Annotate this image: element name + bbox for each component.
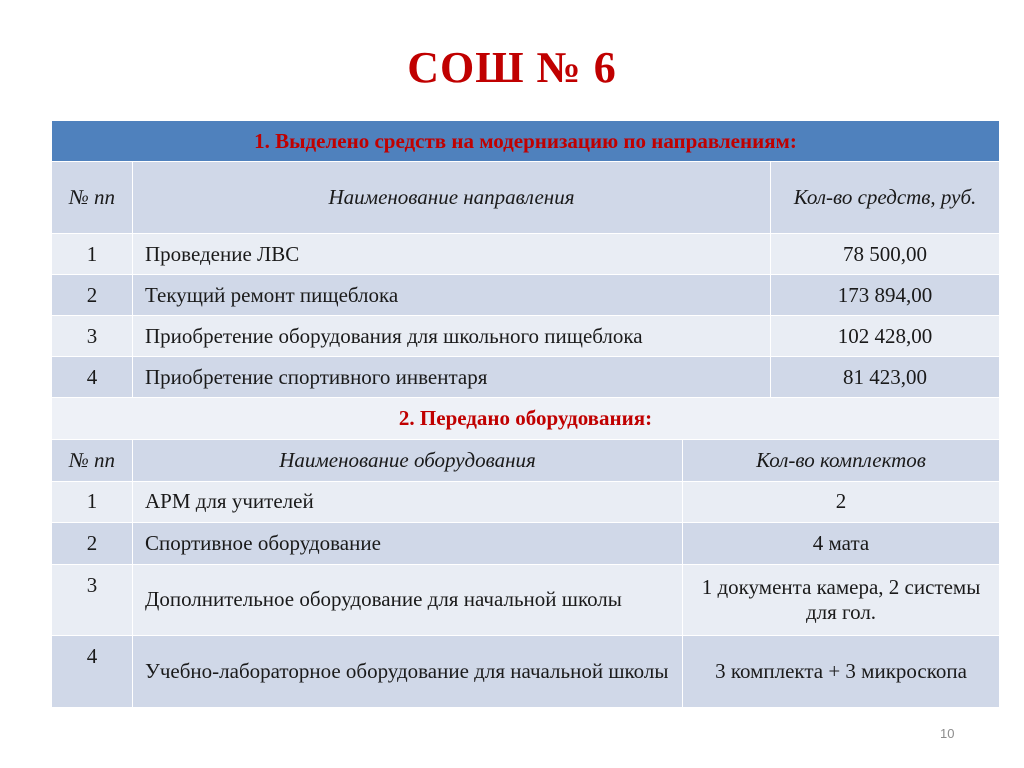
table-row	[52, 635, 1000, 707]
row-name: АРМ для учителей	[133, 481, 683, 522]
table-row	[52, 522, 1000, 564]
row-amount: 81 423,00	[771, 357, 1000, 398]
row-name: Спортивное оборудование	[133, 522, 683, 564]
row-number: 2	[52, 522, 133, 564]
row-name: Приобретение спортивного инвентаря	[133, 357, 771, 398]
col-header-number: № пп	[52, 440, 133, 481]
section1-heading-row	[52, 121, 1000, 162]
table-row	[52, 234, 1000, 275]
table-row	[52, 564, 1000, 635]
data-table	[51, 120, 1000, 708]
row-number: 4	[52, 635, 133, 707]
row-number: 3	[52, 316, 133, 357]
row-amount: 173 894,00	[771, 275, 1000, 316]
section1-heading: 1. Выделено средств на модернизацию по направлениям:	[52, 121, 1000, 162]
section2-header-row	[52, 440, 1000, 481]
col-header-quantity: Кол-во комплектов	[683, 440, 1000, 481]
section2-heading: 2. Передано оборудования:	[52, 398, 1000, 440]
row-quantity: 2	[683, 481, 1000, 522]
row-number: 2	[52, 275, 133, 316]
row-quantity: 3 комплекта + 3 микроскопа	[683, 635, 1000, 707]
table-row	[52, 357, 1000, 398]
col-header-direction: Наименование направления	[133, 162, 771, 234]
section1-header-row	[52, 162, 1000, 234]
col-header-number: № пп	[52, 162, 133, 234]
row-name: Дополнительное оборудование для начальной школы	[133, 564, 683, 635]
row-number: 3	[52, 564, 133, 635]
row-amount: 102 428,00	[771, 316, 1000, 357]
row-name: Учебно-лабораторное оборудование для начальной школы	[133, 635, 683, 707]
row-number: 1	[52, 234, 133, 275]
section2-heading-row	[52, 398, 1000, 440]
table-row	[52, 316, 1000, 357]
row-name: Текущий ремонт пищеблока	[133, 275, 771, 316]
row-quantity: 1 документа камера, 2 системы для гол.	[683, 564, 1000, 635]
page-number: 10	[940, 726, 955, 741]
row-name: Приобретение оборудования для школьного пищеблока	[133, 316, 771, 357]
row-amount: 78 500,00	[771, 234, 1000, 275]
row-name: Проведение ЛВС	[133, 234, 771, 275]
col-header-amount: Кол-во средств, руб.	[771, 162, 1000, 234]
slide-title: СОШ № 6	[407, 43, 617, 92]
col-header-equipment: Наименование оборудования	[133, 440, 683, 481]
row-number: 1	[52, 481, 133, 522]
row-quantity: 4 мата	[683, 522, 1000, 564]
table-row	[52, 275, 1000, 316]
table-row	[52, 481, 1000, 522]
row-number: 4	[52, 357, 133, 398]
